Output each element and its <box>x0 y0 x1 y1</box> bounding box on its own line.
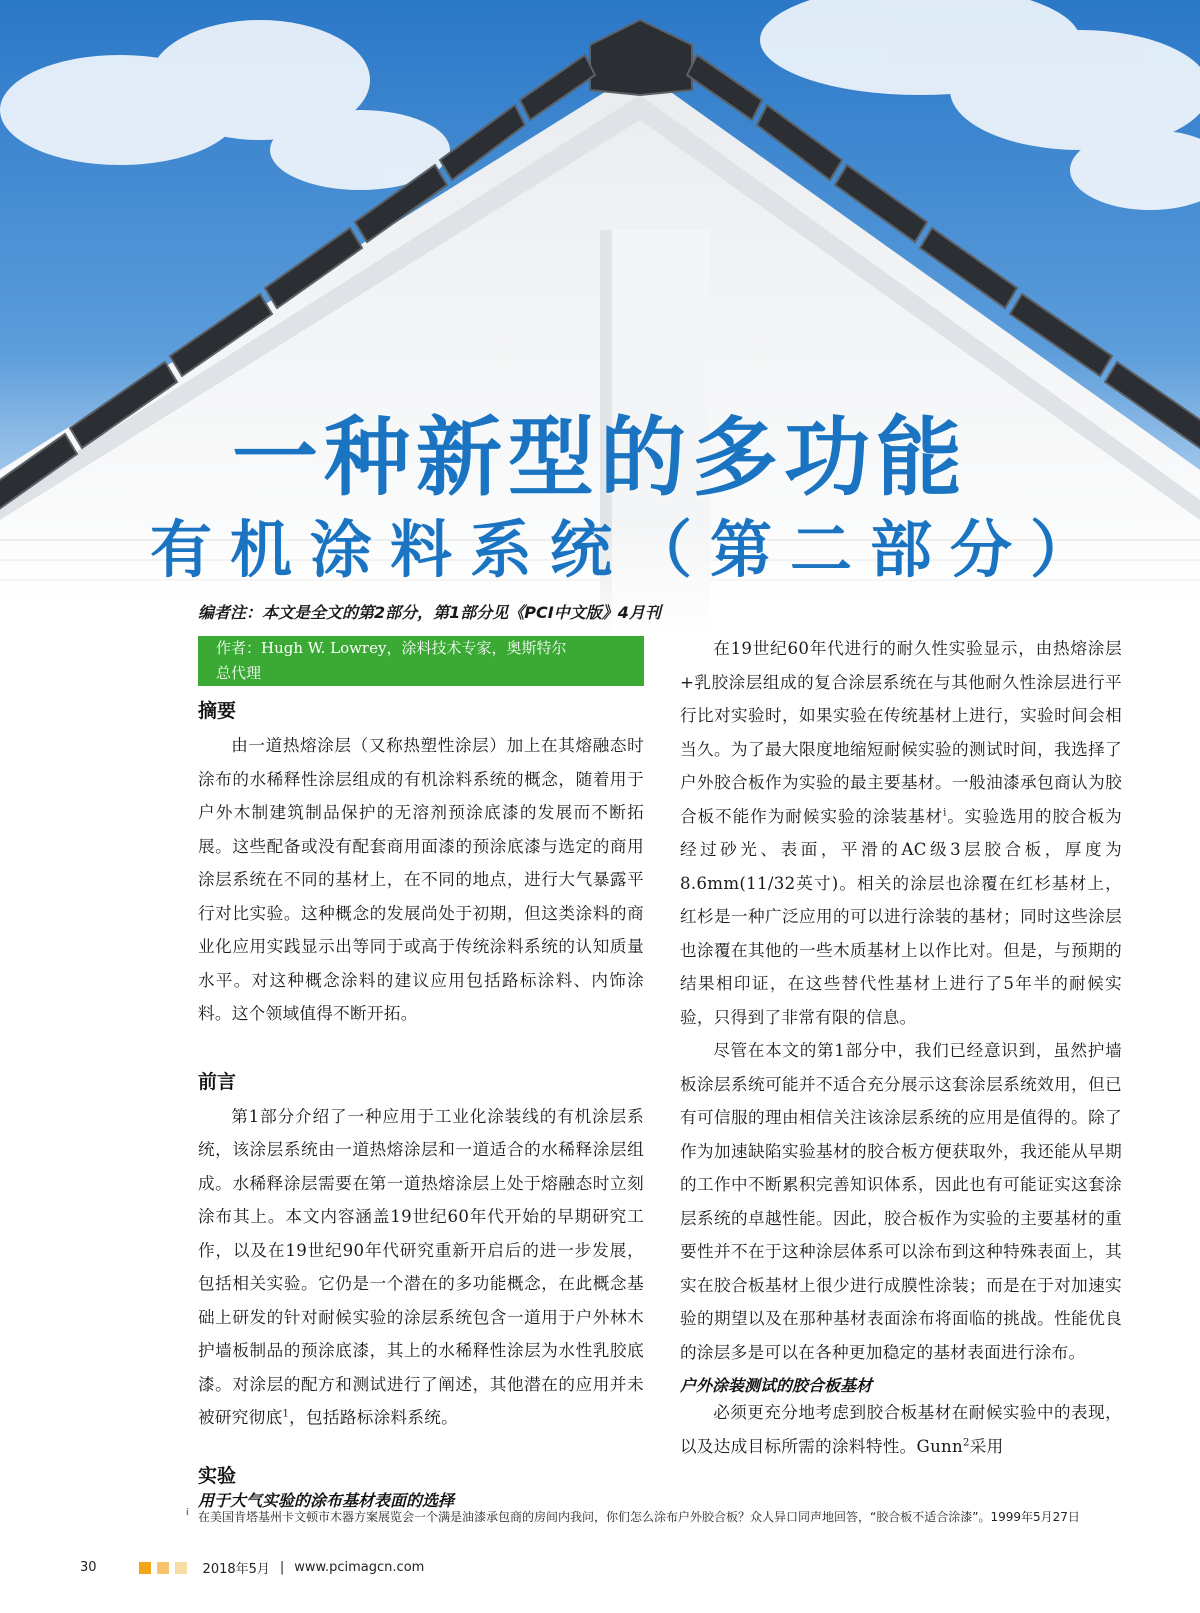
page-number: 30 <box>80 1560 97 1575</box>
intro-heading: 前言 <box>198 1070 237 1093</box>
footer-square-3 <box>175 1562 187 1574</box>
experiment-heading: 实验 <box>198 1464 237 1487</box>
author-box <box>198 636 644 686</box>
right-paragraph-1 <box>680 632 1122 1034</box>
article-title-line2: 有机涂料系统（第二部分） <box>150 513 1111 586</box>
right-column <box>680 632 1122 1463</box>
right-paragraph-2: 尽管在本文的第1部分中，我们已经意识到，虽然护墙板涂层系统可能并不适合充分展示这套涂层系统效用，但已有可信服的理由相信关注该涂层系统的应用是值得的。除了作为加速缺陷实验基材的胶合板方便获取外，我还能从早期的工作中不断累积完善知识体系，因此也有可能证实这套涂层系统的卓越性能。因此，胶合板作为实验的主要基材的重要性并不在于这种涂层体系可以涂布到这种特殊表面上，其实在胶合板基材上很少进行成膜性涂装；而是在于对加速实验的期望以及在那种基材表面涂布将面临的挑战。性能优良的涂层多是可以在各种更加稳定的基材表面进行涂布。 <box>680 1041 1122 1362</box>
footnote-mark: i <box>186 1508 189 1518</box>
abstract-heading: 摘要 <box>198 700 237 722</box>
right-paragraph-1a: 在19世纪60年代进行的耐久性实验显示，由热熔涂层+乳胶涂层组成的复合涂层系统在与其他耐久性涂层进行平行比对实验时，如果实验在传统基材上进行，实验时间会相当久。为了最大限度地缩短耐候实验的测试时间，我选择了户外胶合板作为实验的最主要基材。一般油漆承包商认为胶合板不能作为耐候实验的涂装基材 <box>680 639 1122 826</box>
footer-square-2 <box>157 1562 169 1574</box>
footnote-text: 在美国肯塔基州卡文顿市木器方案展览会一个满是油漆承包商的房间内我问，你们怎么涂布户外胶合板？众人异口同声地回答，“胶合板不适合涂漆”。1999年5月27日 <box>198 1510 1080 1524</box>
footer-square-1 <box>139 1562 151 1574</box>
intro-footnote-ref: 1 <box>282 1408 290 1420</box>
editor-note: 编者注：本文是全文的第2部分，第1部分见《PCI中文版》4月刊 <box>198 603 661 622</box>
right-paragraph-3 <box>680 1396 1122 1463</box>
intro-text-a: 第1部分介绍了一种应用于工业化涂装线的有机涂层系统，该涂层系统由一道热熔涂层和一道适合的水稀释涂层组成。水稀释涂层需要在第一道热熔涂层上处于熔融态时立刻涂布其上。本文内容涵盖19世纪60年代开始的早期研究工作，以及在19世纪90年代研究重新开启后的进一步发展，包括相关实验。它仍是一个潜在的多功能概念，在此概念基础上研发的针对耐候实验的涂层系统包含一道用于户外林木护墙板制品的预涂底漆，其上的水稀释性涂层为水性乳胶底漆。对涂层的配方和测试进行了阐述，其他潜在的应用并未被研究彻底 <box>198 1106 644 1427</box>
experiment-subheading: 用于大气实验的涂布基材表面的选择 <box>198 1490 455 1510</box>
plywood-subheading: 户外涂装测试的胶合板基材 <box>680 1376 873 1395</box>
right-paragraph-3b: 采用 <box>969 1436 1004 1456</box>
right-paragraph-3a: 必须更充分地考虑到胶合板基材在耐候实验中的表现，以及达成目标所需的涂料特性。Gunn <box>680 1403 1122 1456</box>
intro-text <box>198 1100 644 1435</box>
intro-text-b: ，包括路标涂料系统。 <box>289 1408 459 1427</box>
issue-date: 2018年5月 <box>202 1562 270 1577</box>
footnote <box>186 1506 1138 1528</box>
abstract-text: 由一道热熔涂层（又称热塑性涂层）加上在其熔融态时涂布的水稀释性涂层组成的有机涂料系统的概念，随着用于户外木制建筑制品保护的无溶剂预涂底漆的发展而不断拓展。这些配备或没有配套商用面漆的预涂底漆与选定的商用涂层系统在不同的基材上，在不同的地点，进行大气暴露平行对比实验。这种概念的发展尚处于初期，但这类涂料的商业化应用实践显示出等同于或高于传统涂料系统的认知质量水平。对这种概念涂料的建议应用包括路标涂料、内饰涂料。这个领域值得不断开拓。 <box>198 736 644 1023</box>
article-title-line1: 一种新型的多功能 <box>232 408 968 508</box>
right-paragraph-1b: 。实验选用的胶合板为经过砂光、表面，平滑的AC级3层胶合板，厚度为8.6mm(11/32英寸)。相关的涂层也涂覆在红杉基材上，红杉是一种广泛应用的可以进行涂装的基材；同时这些涂层也涂覆在其他的一些木质基材上以作比对。但是，与预期的结果相印证，在这些替代性基材上进行了5年半的耐候实验，只得到了非常有限的信息。 <box>680 806 1123 1027</box>
gunn-ref: 2 <box>963 1436 970 1448</box>
right-footnote-ref: i <box>943 806 947 818</box>
footer-separator: | <box>279 1560 285 1575</box>
left-column <box>198 696 644 1511</box>
website-link[interactable]: www.pcimagcn.com <box>294 1560 425 1575</box>
page-footer <box>80 1558 424 1577</box>
author-line1: 作者：Hugh W. Lowrey，涂料技术专家，奥斯特尔 <box>216 639 567 657</box>
author-line2: 总代理 <box>216 664 262 682</box>
